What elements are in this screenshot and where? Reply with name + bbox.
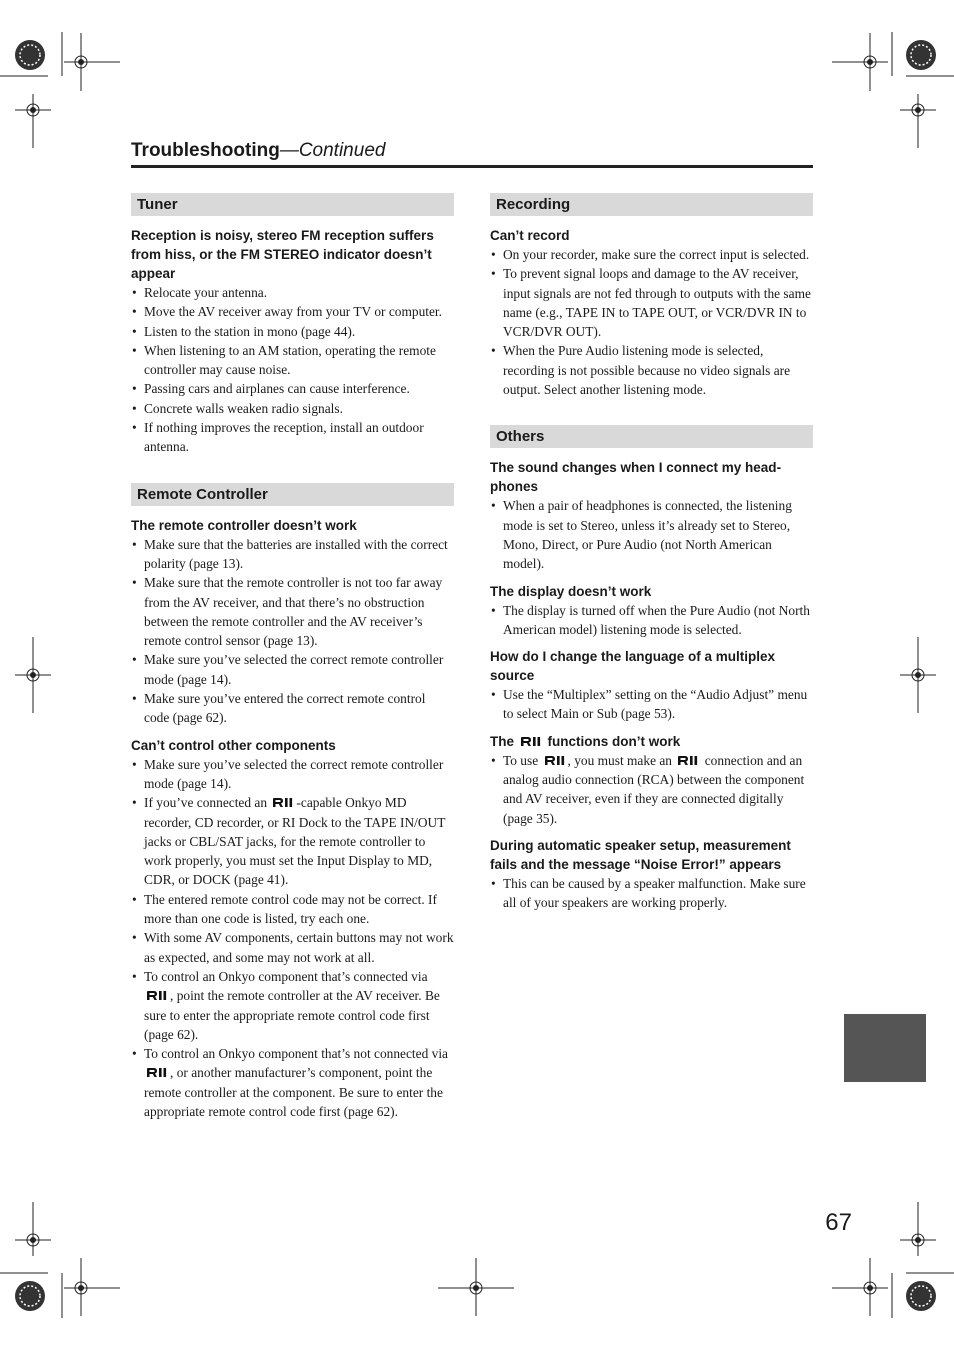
list-item: • Listen to the station in mono (page 44). <box>131 322 454 341</box>
chapter-tab <box>844 1014 926 1082</box>
subheading-display: The display doesn’t work <box>490 583 652 599</box>
list-item: • To prevent signal loops and damage to the AV receiver, input signals are not fed through to outputs with the same name (e.g., TAPE IN to TAPE OUT, or VCR/DVR IN to VCR/DVR OUT). <box>490 264 813 341</box>
ri-logo-icon <box>146 990 168 1001</box>
continued-label: —Continued <box>279 140 386 161</box>
section-heading-tuner: Tuner <box>131 193 454 216</box>
section-heading-others: Others <box>490 425 813 448</box>
list-item: • To control an Onkyo component that’s connected via , point the remote controller at the AV receiver. Be sure to enter the appropriate remote control code first (page 62). <box>131 967 454 1044</box>
page-title: Troubleshooting—Continued <box>131 140 386 161</box>
list-item: • Make sure that the remote controller is not too far away from the AV receiver, and that there’s no obstruction between the remote controller and the AV receiver’s remote control sensor (page 13). <box>131 573 454 650</box>
subheading-cant-control-other: Can’t control other components <box>131 737 336 753</box>
subheading-speaker-setup: During automatic speaker setup, measurement fails and the message “Noise Error!” appears <box>490 837 791 872</box>
ri-logo-icon <box>272 797 294 808</box>
list-item: • To use , you must make an connection and an analog audio connection (RCA) between the component and AV receiver, even if they are connected digitally (page 35). <box>490 751 813 828</box>
list-item: • Make sure you’ve selected the correct remote controller mode (page 14). <box>131 650 454 689</box>
remote-list-2 <box>131 755 454 1122</box>
remote-list-1 <box>131 535 454 728</box>
list-item: • If nothing improves the reception, install an outdoor antenna. <box>131 418 454 457</box>
list-item: • Concrete walls weaken radio signals. <box>131 399 454 418</box>
list-item: • When listening to an AM station, operating the remote controller may cause noise. <box>131 341 454 380</box>
list-item: • When a pair of headphones is connected, the listening mode is set to Stereo, unless it’s already set to Stereo, Mono, Direct, or Pure Audio (not North American model). <box>490 496 813 573</box>
page-number: 67 <box>825 1209 852 1236</box>
others-list-3 <box>490 685 813 724</box>
others-list-1 <box>490 496 813 573</box>
recording-list <box>490 245 813 399</box>
list-item: • The display is turned off when the Pure Audio (not North American model) listening mode is selected. <box>490 601 813 640</box>
list-item: • To control an Onkyo component that’s not connected via , or another manufacturer’s component, point the remote controller at the component. Be sure to enter the appropriate remote control code first (page 62). <box>131 1044 454 1121</box>
list-item: • Make sure you’ve selected the correct remote controller mode (page 14). <box>131 755 454 794</box>
list-item: • Make sure that the batteries are installed with the correct polarity (page 13). <box>131 535 454 574</box>
left-column <box>131 193 454 1127</box>
subheading-multiplex: How do I change the language of a multiplex source <box>490 649 776 684</box>
subheading-remote-doesnt-work: The remote controller doesn’t work <box>131 517 357 533</box>
list-item: • Relocate your antenna. <box>131 283 454 302</box>
ri-logo-icon <box>146 1067 168 1078</box>
tuner-list <box>131 283 454 457</box>
list-item: • Passing cars and airplanes can cause interference. <box>131 379 454 398</box>
subheading-headphones: The sound changes when I connect my headphones <box>490 460 782 495</box>
list-item: • The entered remote control code may not be correct. If more than one code is listed, try each one. <box>131 890 454 929</box>
list-item: • With some AV components, certain buttons may not work as expected, and some may not work at all. <box>131 928 454 967</box>
list-item: • When the Pure Audio listening mode is selected, recording is not possible because no video signals are output. Select another listening mode. <box>490 341 813 399</box>
list-item: • Move the AV receiver away from your TV or computer. <box>131 302 454 321</box>
ri-logo-icon <box>544 755 566 766</box>
list-item: • This can be caused by a speaker malfunction. Make sure all of your speakers are working properly. <box>490 874 813 913</box>
header-rule <box>131 165 813 168</box>
others-list-4 <box>490 751 813 828</box>
ri-logo-icon <box>677 755 699 766</box>
subheading-cant-record: Can’t record <box>490 228 570 243</box>
others-list-5 <box>490 874 813 913</box>
subheading-reception-noisy: Reception is noisy, stereo FM reception suffers from hiss, or the FM STEREO indicator doesn’t appear <box>131 228 434 281</box>
others-list-2 <box>490 601 813 640</box>
section-heading-recording: Recording <box>490 193 813 216</box>
list-item: • On your recorder, make sure the correct input is selected. <box>490 245 813 264</box>
list-item: • Make sure you’ve entered the correct remote control code (page 62). <box>131 689 454 728</box>
section-heading-remote-controller: Remote Controller <box>131 483 454 506</box>
list-item: • Use the “Multiplex” setting on the “Audio Adjust” menu to select Main or Sub (page 53). <box>490 685 813 724</box>
page-header <box>131 138 813 168</box>
subheading-ri-functions: The functions don’t work <box>490 733 681 749</box>
right-column <box>490 193 813 919</box>
ri-logo-icon <box>520 736 542 747</box>
list-item: • If you’ve connected an -capable Onkyo MD recorder, CD recorder, or RI Dock to the TAPE IN/OUT jacks or CBL/SAT jacks, for the remote controller to work properly, you must set the Input Display to MD, CDR, or DOCK (page 41). <box>131 793 454 889</box>
